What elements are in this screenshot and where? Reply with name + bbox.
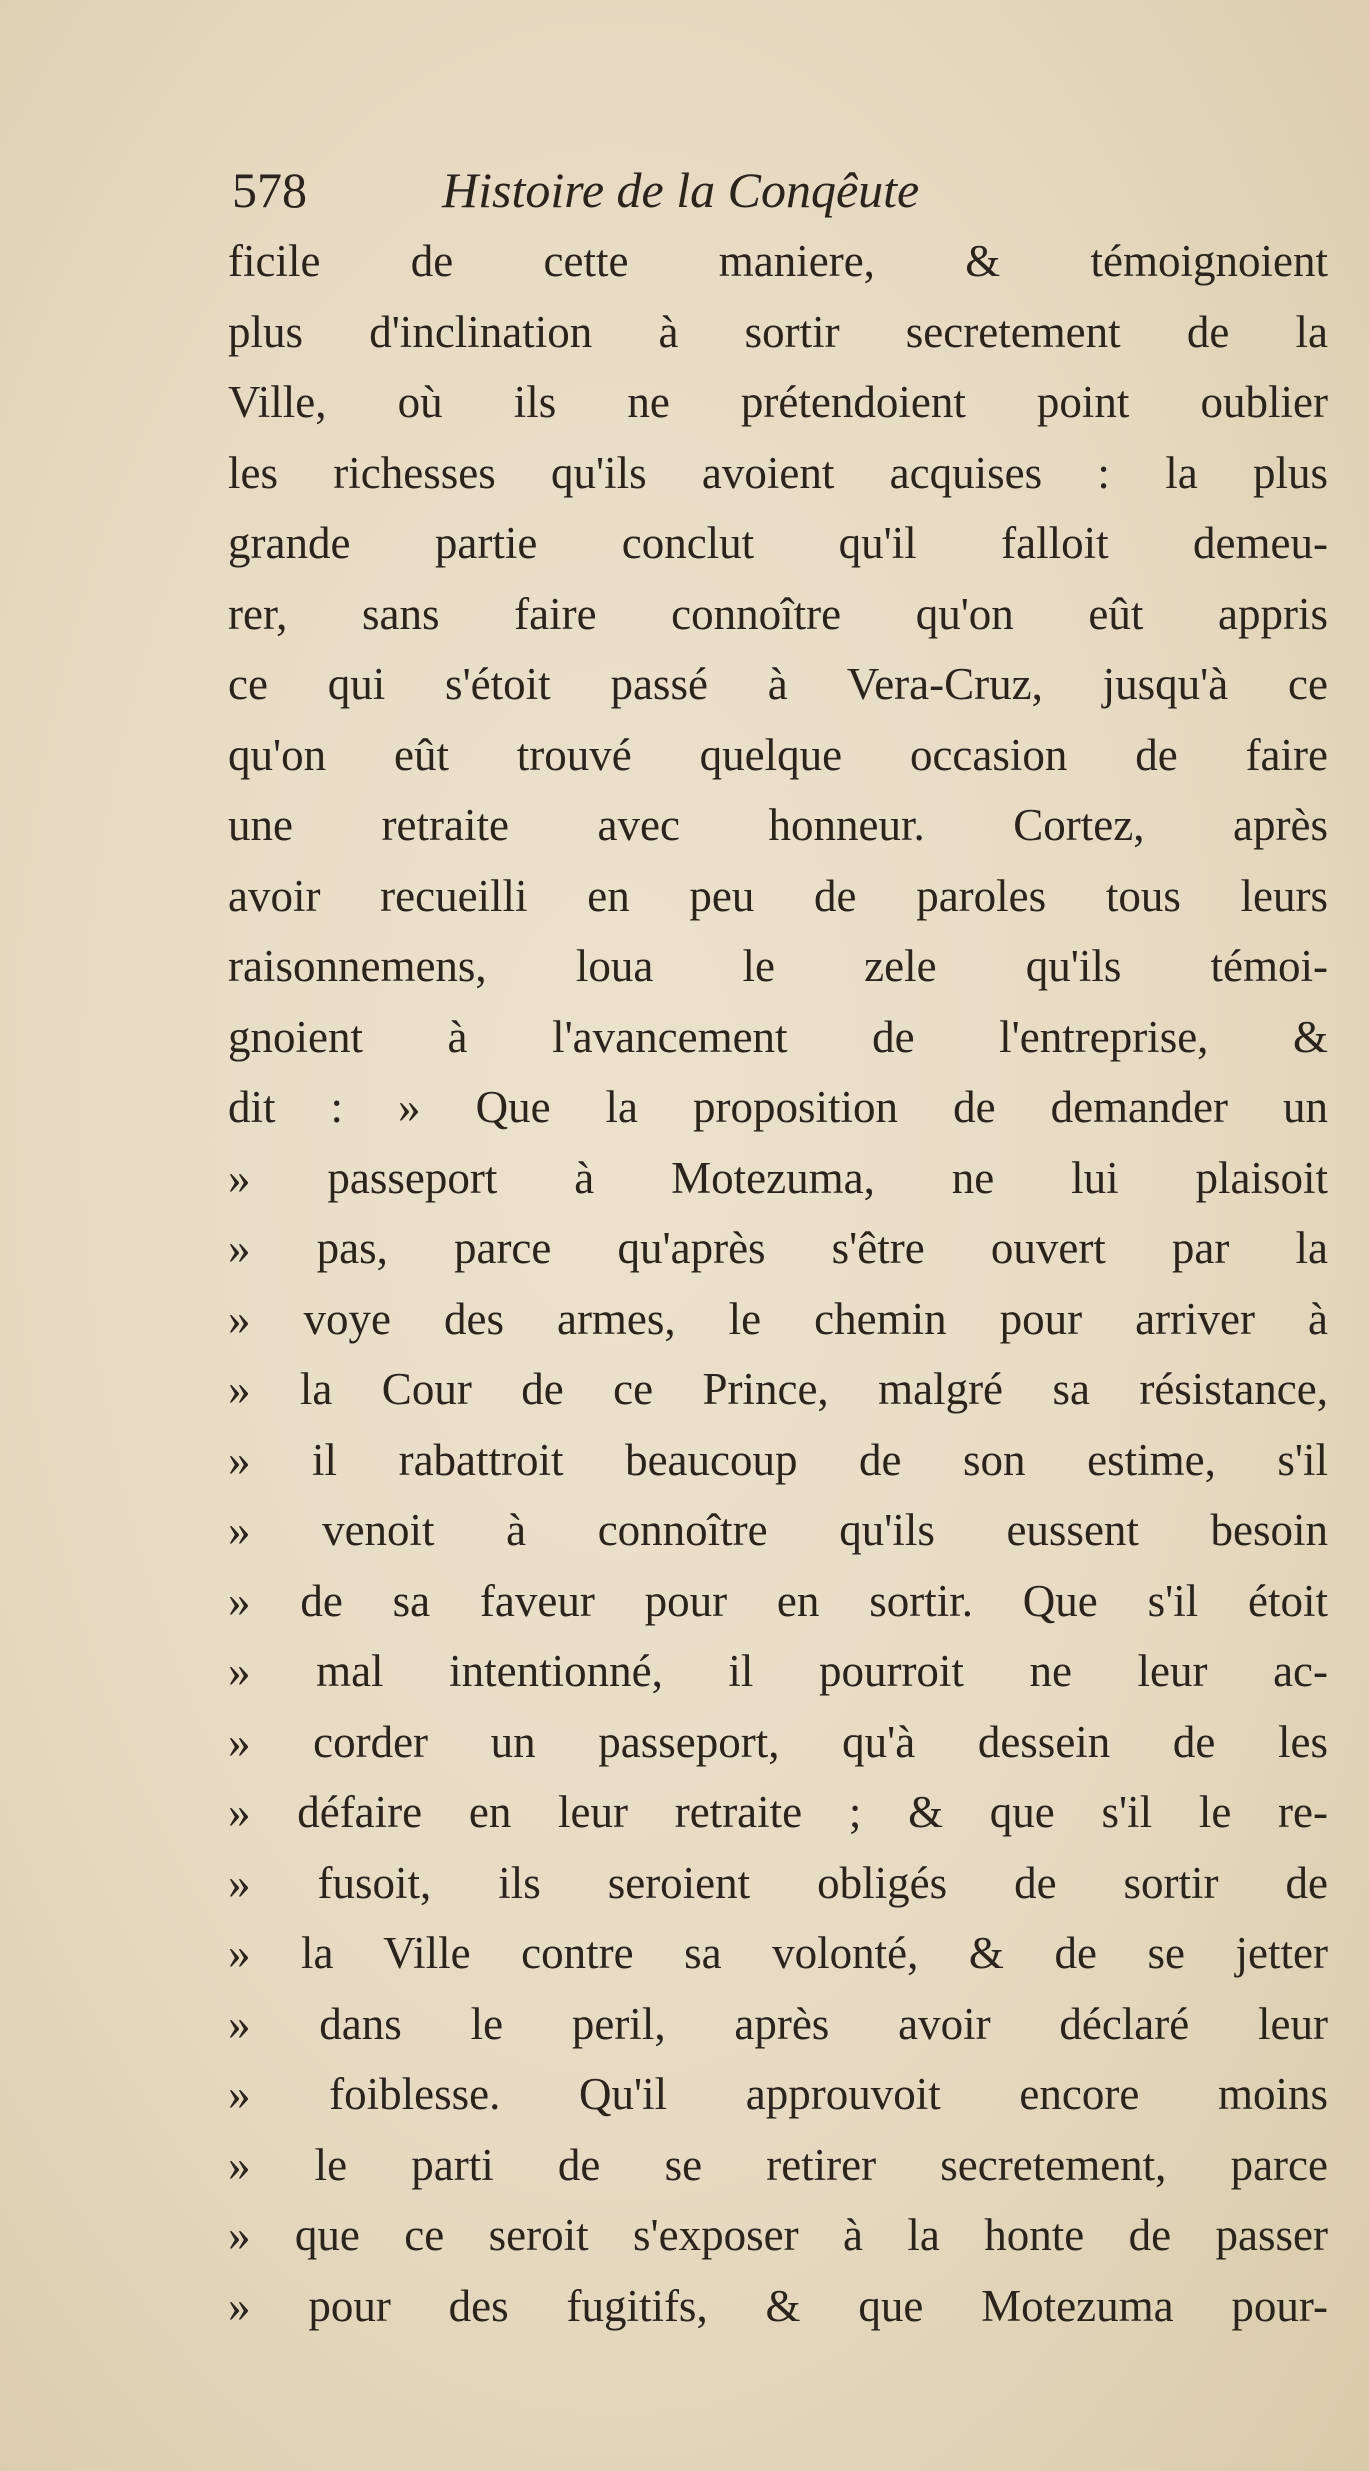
text-line: » la Cour de ce Prince, malgré sa résistance, [228, 1364, 1328, 1414]
text-line: » mal intentionné, il pourroit ne leur ac- [228, 1646, 1328, 1696]
text-line: plus d'inclination à sortir secretement de la [228, 306, 1328, 357]
text-line: grande partie conclut qu'il falloit demeu- [228, 518, 1328, 568]
text-line: » pas, parce qu'après s'être ouvert par la [228, 1223, 1328, 1273]
text-line: » que ce seroit s'exposer à la honte de passer [228, 2210, 1328, 2260]
body-text [228, 226, 1328, 2341]
text-line: » la Ville contre sa volonté, & de se jetter [228, 1928, 1328, 1978]
text-line: une retraite avec honneur. Cortez, après [228, 800, 1328, 850]
text-line: Ville, où ils ne prétendoient point oublier [228, 377, 1328, 427]
text-line: dit : » Que la proposition de demander un [228, 1082, 1328, 1132]
text-line: rer, sans faire connoître qu'on eût appris [228, 588, 1328, 639]
text-line: ficile de cette maniere, & témoignoient [228, 236, 1328, 286]
text-line: ce qui s'étoit passé à Vera-Cruz, jusqu'à ce [228, 659, 1328, 709]
text-line: » passeport à Motezuma, ne lui plaisoit [228, 1152, 1328, 1203]
text-line: qu'on eût trouvé quelque occasion de faire [228, 729, 1328, 780]
text-line: » corder un passeport, qu'à dessein de les [228, 1716, 1328, 1767]
text-line: » venoit à connoître qu'ils eussent besoin [228, 1505, 1328, 1555]
text-line: les richesses qu'ils avoient acquises : la plus [228, 447, 1328, 498]
text-line: » de sa faveur pour en sortir. Que s'il étoit [228, 1575, 1328, 1626]
text-line: » il rabattroit beaucoup de son estime, s'il [228, 1434, 1328, 1485]
text-line: » voye des armes, le chemin pour arriver à [228, 1293, 1328, 1344]
text-line: » fusoit, ils seroient obligés de sortir de [228, 1857, 1328, 1908]
running-title: Histoire de la Conqêute [442, 162, 920, 218]
text-line: » dans le peril, après avoir déclaré leur [228, 1998, 1328, 2049]
text-line: » défaire en leur retraite ; & que s'il le re- [228, 1787, 1328, 1837]
page-number: 578 [232, 162, 307, 218]
text-line: » pour des fugitifs, & que Motezuma pour- [228, 2280, 1328, 2331]
text-line: avoir recueilli en peu de paroles tous leurs [228, 870, 1328, 921]
text-line: » le parti de se retirer secretement, parce [228, 2139, 1328, 2190]
text-line: gnoient à l'avancement de l'entreprise, & [228, 1011, 1328, 1062]
text-line: » foiblesse. Qu'il approuvoit encore moins [228, 2069, 1328, 2119]
text-line: raisonnemens, loua le zele qu'ils témoi- [228, 941, 1328, 991]
page-header [232, 160, 1152, 230]
